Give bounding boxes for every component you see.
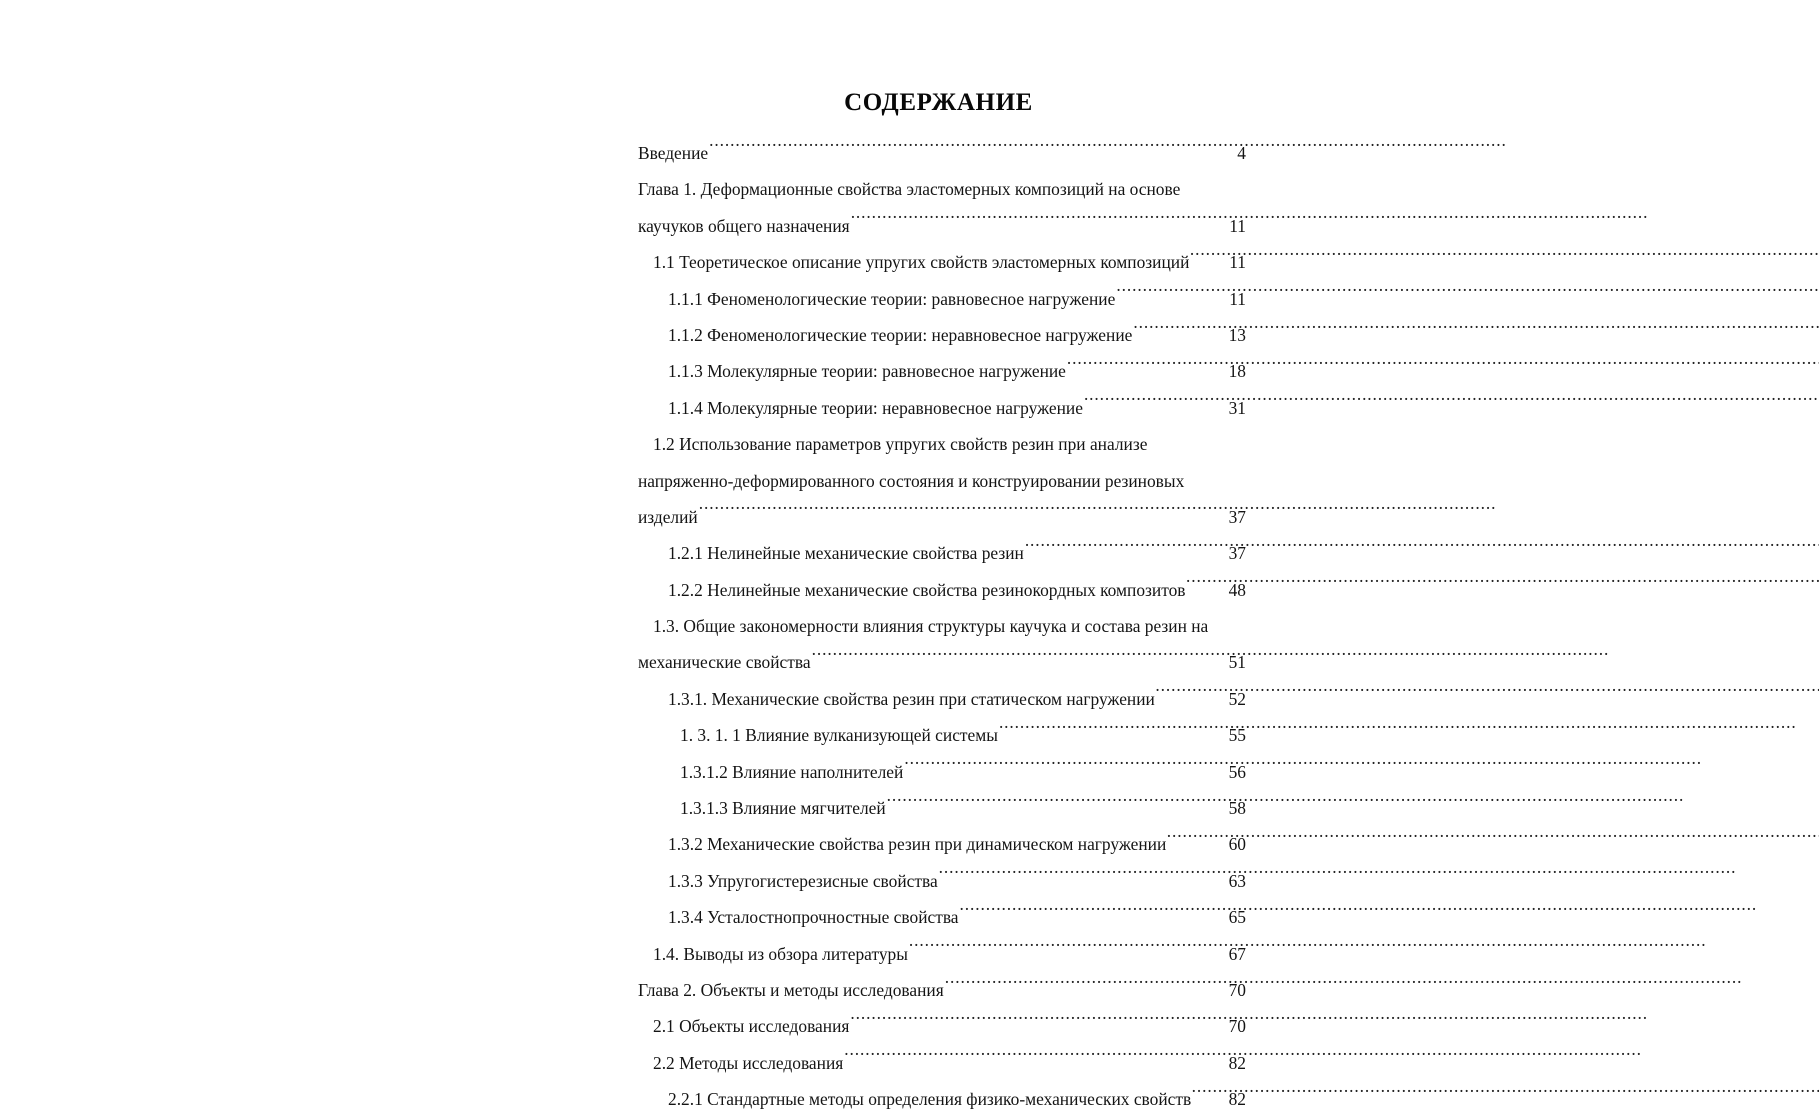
toc-entry-label: напряженно-деформированного состояния и конструировании резиновых bbox=[638, 470, 1185, 491]
toc-entry-label: 1.1.2 Феноменологические теории: неравновесное нагружение bbox=[668, 324, 1133, 345]
toc-dot-leader bbox=[699, 506, 1221, 523]
toc-dot-leader bbox=[1192, 1088, 1222, 1105]
toc-entry-label: 1.2.1 Нелинейные механические свойства резин bbox=[668, 543, 1024, 564]
toc-dot-leader bbox=[999, 724, 1221, 741]
toc-page-number: 4 bbox=[1237, 143, 1246, 163]
document-page bbox=[510, 0, 1309, 1110]
toc-page-number: 58 bbox=[1228, 798, 1246, 819]
toc-entry-label: каучуков общего назначения bbox=[638, 215, 850, 236]
toc-dot-leader bbox=[1116, 287, 1221, 304]
toc-entry-label: 1.3.3 Упругогистерезисные свойства bbox=[668, 870, 938, 891]
toc-page-number: 63 bbox=[1228, 870, 1246, 891]
toc-dot-leader bbox=[1084, 396, 1221, 413]
toc-dot-leader bbox=[1025, 542, 1221, 559]
toc-page-number: 37 bbox=[1228, 543, 1246, 564]
toc-page-number: 82 bbox=[1228, 1089, 1246, 1110]
toc-dot-leader bbox=[1190, 251, 1222, 268]
toc-page-number: 11 bbox=[1229, 215, 1246, 236]
toc-dot-leader bbox=[960, 906, 1221, 923]
toc-entry-label: 1. 3. 1. 1 Влияние вулканизующей системы bbox=[680, 725, 998, 746]
toc-dot-leader bbox=[1209, 615, 1222, 632]
toc-dot-leader bbox=[1067, 360, 1221, 377]
toc-dot-leader bbox=[1167, 833, 1222, 850]
toc-entry[interactable] bbox=[638, 390, 1246, 426]
toc-dot-leader bbox=[1181, 178, 1222, 195]
toc-entry-label: изделий bbox=[638, 506, 698, 527]
toc-page-number: 60 bbox=[1228, 834, 1246, 855]
toc-entry-label: Глава 1. Деформационные свойства эластомерных композиций на основе bbox=[638, 179, 1181, 200]
toc-page-number: 55 bbox=[1228, 725, 1246, 746]
toc-dot-leader bbox=[812, 651, 1221, 668]
toc-page-number: 37 bbox=[1228, 506, 1246, 527]
toc-dot-leader bbox=[1186, 578, 1222, 595]
toc-entry-label: 1.3.1.2 Влияние наполнителей bbox=[680, 761, 904, 782]
toc-entry-label: 2.1 Объекты исследования bbox=[653, 1016, 850, 1037]
toc-dot-leader bbox=[904, 760, 1221, 777]
toc-page-number: 11 bbox=[1229, 252, 1246, 273]
toc-page-number: 48 bbox=[1228, 579, 1246, 600]
toc-page-number: 70 bbox=[1228, 979, 1246, 1000]
toc-page-number: 31 bbox=[1228, 397, 1246, 418]
toc-entry-label: 2.2.1 Стандартные методы определения физико-механических свойств bbox=[668, 1089, 1192, 1110]
toc-entry-label: 1.4. Выводы из обзора литературы bbox=[653, 943, 908, 964]
toc-page-number: 65 bbox=[1228, 907, 1246, 928]
toc-dot-leader bbox=[850, 1015, 1221, 1032]
toc-entry-label: 2.2 Методы исследования bbox=[653, 1052, 844, 1073]
toc-entry-label: 1.2.2 Нелинейные механические свойства резинокордных композитов bbox=[668, 579, 1186, 600]
toc-dot-leader bbox=[1133, 324, 1221, 341]
toc-dot-leader bbox=[945, 979, 1221, 996]
toc-entry[interactable] bbox=[638, 426, 1246, 462]
toc-dot-leader bbox=[709, 142, 1221, 159]
toc-entry-label: 1.1.1 Феноменологические теории: равновесное нагружение bbox=[668, 288, 1116, 309]
toc-entry[interactable] bbox=[638, 572, 1246, 608]
table-of-contents bbox=[638, 135, 1246, 1118]
toc-entry-label: Введение bbox=[638, 143, 709, 163]
toc-dot-leader bbox=[851, 214, 1221, 231]
toc-page-number: 13 bbox=[1228, 324, 1246, 345]
toc-entry-label: Глава 2. Объекты и методы исследования bbox=[638, 979, 944, 1000]
toc-entry-label: 1.1.4 Молекулярные теории: неравновесное нагружение bbox=[668, 397, 1083, 418]
toc-entry-label: 1.3.1. Механические свойства резин при статическом нагружении bbox=[668, 688, 1155, 709]
toc-entry-label: 1.2 Использование параметров упругих свойств резин при анализе bbox=[653, 434, 1148, 455]
toc-entry-label: механические свойства bbox=[638, 652, 811, 673]
toc-entry[interactable] bbox=[638, 1081, 1246, 1117]
toc-entry[interactable] bbox=[638, 790, 1246, 826]
toc-entry[interactable] bbox=[638, 1045, 1246, 1081]
toc-entry-label: 1.3.1.3 Влияние мягчителей bbox=[680, 798, 886, 819]
toc-entry-label: 1.1.3 Молекулярные теории: равновесное нагружение bbox=[668, 361, 1066, 382]
toc-dot-leader bbox=[939, 869, 1221, 886]
toc-entry[interactable] bbox=[638, 135, 1246, 171]
toc-entry[interactable] bbox=[638, 208, 1246, 244]
toc-dot-leader bbox=[1148, 433, 1222, 450]
toc-page-number: 67 bbox=[1228, 943, 1246, 964]
toc-page-number: 51 bbox=[1228, 652, 1246, 673]
toc-entry[interactable] bbox=[638, 535, 1246, 571]
toc-entry-label: 1.3. Общие закономерности влияния структуры каучука и состава резин на bbox=[653, 616, 1209, 637]
toc-page-number: 56 bbox=[1228, 761, 1246, 782]
toc-entry-label: 1.1 Теоретическое описание упругих свойств эластомерных композиций bbox=[653, 252, 1190, 273]
toc-page-number: 82 bbox=[1228, 1052, 1246, 1073]
toc-dot-leader bbox=[887, 797, 1221, 814]
toc-page-number: 18 bbox=[1228, 361, 1246, 382]
toc-page-number: 11 bbox=[1229, 288, 1246, 309]
toc-dot-leader bbox=[1185, 469, 1222, 486]
toc-page-number: 70 bbox=[1228, 1016, 1246, 1037]
toc-dot-leader bbox=[909, 942, 1221, 959]
toc-dot-leader bbox=[1155, 687, 1221, 704]
toc-entry-label: 1.3.4 Усталостнопрочностные свойства bbox=[668, 907, 959, 928]
toc-dot-leader bbox=[844, 1051, 1221, 1068]
toc-entry-label: 1.3.2 Механические свойства резин при динамическом нагружении bbox=[668, 834, 1167, 855]
toc-page-number: 52 bbox=[1228, 688, 1246, 709]
page-title: СОДЕРЖАНИЕ bbox=[844, 89, 1033, 116]
